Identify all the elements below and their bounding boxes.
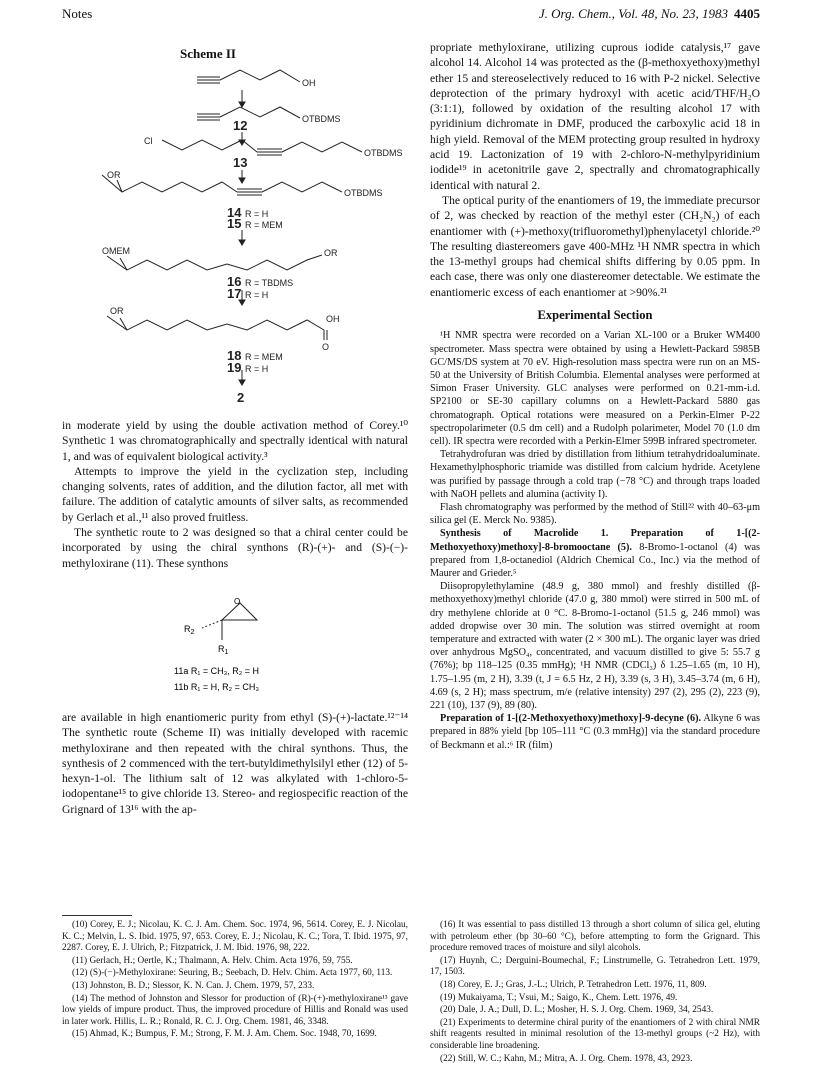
omem-label: OMEM (102, 246, 130, 256)
r2-label (184, 624, 195, 636)
footnotes-right (430, 920, 760, 1066)
compound-2-label: 2 (237, 390, 245, 405)
paragraph: in moderate yield by using the double activation method of Corey.¹⁰ Synthetic 1 was chromatographically and spectrally identical with natural 1, and was of equivalent biological activity.³ (62, 419, 408, 463)
compound-12-label: 12 (233, 118, 248, 133)
compound-18-label: 18 (227, 348, 242, 363)
compound-18-r: R = MEM (245, 352, 283, 362)
oh-label: OH (302, 78, 316, 88)
page-number: 4405 (734, 6, 760, 21)
compound-16-r: R = TBDMS (245, 278, 294, 288)
footnote: (10) Corey, E. J.; Nicolau, K. C. J. Am. Chem. Soc. 1974, 96, 5614. Corey, E. J. Nicolau, K. C.; Melvin, L. S. Ibid. 1975, 97, 653. Corey, E. J.; Nicolau, K. C.; Tora, T. Ibid. 1975, 97, 2287. Corey, E. J. Ulrich, P.; Fitzpatrick, J. M. Ibid. 1976, 98, 222. (62, 920, 408, 954)
r1-text: R (218, 644, 225, 654)
footnote: (21) Experiments to determine chiral purity of the enantiomers of 2 with chiral NMR shift reagents resulted in minimal resolution of the 13-methyl groups (~2 Hz), with considerable line broadening. (430, 1017, 760, 1051)
paragraph (430, 712, 760, 752)
running-header-right (539, 6, 760, 22)
footnote: (17) Huynh, C.; Derguini-Boumechal, F.; Linstrumelle, G. Tetrahedron Lett. 1979, 17, 1503. (430, 955, 760, 978)
paragraph-text: Alkyne 6 was prepared in 88% yield [bp 105–111 °C (0.3 mmHg)] via the standard procedure of Beckmann et al.:⁶ IR (film) (430, 713, 760, 751)
paragraph: The synthetic route to 2 was designed so that a chiral center could be incorporated by using the chiral synthons (R)-(+)- and (S)-(−)-methyloxirane (11). These synthons (62, 526, 408, 570)
compound-14-r: R = H (245, 209, 269, 219)
otbdms-label: OTBDMS (302, 114, 341, 124)
footnote: (20) Dale, J. A.; Dull, D. L.; Mosher, H. S. J. Org. Chem. 1969, 34, 2543. (440, 1005, 714, 1016)
right-column (430, 40, 760, 752)
compound-15-r: R = MEM (245, 220, 283, 230)
footnote-rule (62, 915, 132, 916)
footnote: (13) Johnston, B. D.; Slessor, K. N. Can. J. Chem. 1979, 57, 233. (72, 980, 315, 991)
otbdms-label: OTBDMS (364, 148, 403, 158)
r1-subscript: 1 (224, 649, 229, 656)
compound-15-label: 15 (227, 216, 242, 231)
compound-19-label: 19 (227, 360, 242, 375)
running-header-left: Notes (62, 6, 93, 21)
paragraph: Attempts to improve the yield in the cyclization step, including changing solvents, rates of addition, and the dilution factor, all met with failure. The addition of catalytic amounts of silver salts, as recommended by Gerlach et al.,¹¹ also proved fruitless. (62, 464, 408, 524)
label-11b: 11b R₁ = H, R₂ = CH₃ (174, 682, 260, 692)
paragraph: Diisopropylethylamine (48.9 g, 380 mmol) and freshly distilled (β-methoxyethoxy)methyl chloride (47.0 g, 380 mmol) were stirred in 500 mL of dry methylene chloride at 0 °C. 8-Bromo-1-octanol (51.5 g, 246 mmol) was added dropwise over 30 min. The solution was stirred overnight at room temperature and extracted with water (2 × 300 mL). The organic layer was dried over anhydrous MgSO₄, concentrated, and vacuum distilled to give 5: 55.7 g (76%); bp 118–125 (0.35 mmHg); ¹H NMR (CDCl₃) δ 1.25–1.65 (m, 10 H), 1.75–1.95 (m, 2 H), 3.39 (t, J = 6.5 Hz, 2 H), 3.39 (s, 3 H), 3.45–3.74 (m, 6 H), 4.69 (s, 2 H); mass spectrum, m/e (relative intensity) 297 (2), 295 (2), 223 (9), 221 (10), 137 (9), 89 (80). (430, 581, 760, 712)
left-column-lower (62, 710, 408, 817)
oh-label: OH (326, 314, 340, 324)
footnotes-left (62, 920, 408, 1042)
otbdms-label: OTBDMS (344, 188, 383, 198)
scheme-ii-drawing (62, 60, 408, 415)
or-label: OR (107, 170, 121, 180)
scheme-title: Scheme II (180, 46, 236, 61)
footnote: (11) Gerlach, H.; Oertle, K.; Thalmann, A. Helv. Chim. Acta 1976, 59, 755. (72, 955, 353, 966)
paragraph: ¹H NMR spectra were recorded on a Varian XL-100 or a Bruker WM400 spectrometer. Mass spectra were obtained by using a Hewlett-Packard 5985B GC/MS/DS system at 70 eV. High-resolution mass spectra were run on an MS-50 at the University of British Columbia. Elemental analyses were performed at Simon Fraser University. GLC analyses were performed on 0.21-mm-i.d. SP2100 or SE-30 capillary columns on a Hewlett-Packard 5880 gas chromatograph. Optical rotations were measured on a Perkin-Elmer P-22 spectropolarimeter (0.5 dm cell) and a Rudolph polarimeter, Model 70 (1.0 dm cell). IR spectra were recorded with a Perkin-Elmer 599B infrared spectrometer. (430, 330, 760, 447)
footnote: (18) Corey, E. J.; Gras, J.-L.; Ulrich, P. Tetrahedron Lett. 1976, 11, 809. (440, 979, 707, 990)
or-label: OR (324, 248, 338, 258)
footnote: (12) (S)-(−)-Methyloxirane: Seuring, B.; Seebach, D. Helv. Chim. Acta 1977, 60, 113. (72, 968, 393, 979)
compound-17-label: 17 (227, 286, 242, 301)
compound-16-label: 16 (227, 274, 242, 289)
r1-label (218, 644, 229, 656)
footnote: (22) Still, W. C.; Kahn, M.; Mitra, A. J. Org. Chem. 1978, 43, 2923. (440, 1053, 693, 1064)
compound-13-label: 13 (233, 155, 248, 170)
paragraph-text: 8-Bromo-1-octanol (4) was prepared from 1,8-octanediol (Aldrich Chemical Co., Inc.) via the method of Maurer and Grieder.⁵ (430, 541, 760, 579)
subsection-title: Preparation of 1-[(2-Methoxyethoxy)methoxy]-9-decyne (6). (440, 713, 702, 725)
carbonyl-o-label: O (322, 342, 330, 352)
footnote: (14) The method of Johnston and Slessor for production of (R)-(+)-methyloxirane¹³ gave low yields of impure product. Thus, the improved procedure of Hillis and Ronald was used in later work. Hillis, L. R.; Ronald, R. C. J. Org. Chem. 1981, 46, 3348. (62, 993, 408, 1027)
section-title: Experimental Section (537, 308, 653, 323)
paragraph: Flash chromatography was performed by the method of Still²² with 40–63-μm silica gel (E. Merck No. 9385). (430, 501, 760, 527)
experimental-text (430, 329, 760, 752)
r2-subscript: 2 (190, 629, 195, 636)
paragraph: The optical purity of the enantiomers of 19, the immediate precursor of 2, was checked by reaction of the methyl ester (CH₂N₂) of each enantiomer with (+)-methoxy(trifluoromethyl)phenylacetyl chloride.²⁰ The resulting diastereomers gave 400-MHz ¹H NMR spectra in which the 13-methyl groups had chemical shifts differing by 0.05 ppm. In each case, there was only one diastereomer detectable. We estimate the enantiomeric excess of each enantiomer at >90%.²¹ (430, 193, 760, 299)
subsection-title: Synthesis of Macrolide 1. Preparation of 1-[(2-Methoxyethoxy)methoxy]-8-bromooctane (5). (430, 528, 760, 553)
footnote: (16) It was essential to pass distilled 13 through a short column of silica gel, eluting with petroleum ether (bp 30–60 °C), before attempting to form the Grignard. This procedure removed traces of moisture and silyl alcohols. (430, 920, 760, 954)
footnote: (19) Mukaiyama, T.; Vsui, M.; Saigo, K., Chem. Lett. 1976, 49. (440, 992, 678, 1003)
footnote: (15) Ahmad, K.; Bumpus, F. M.; Strong, F. M. J. Am. Chem. Soc. 1948, 70, 1699. (72, 1029, 377, 1040)
paragraph (430, 527, 760, 580)
r2-text: R (184, 624, 191, 634)
cl-label: Cl (144, 136, 153, 146)
paragraph: Tetrahydrofuran was dried by distillation from lithium tetrahydridoaluminate. Hexamethylphosphoric triamide was distilled from calcium hydride. Acetylene was purified by passage through a cold trap (−78 °C) and through traps loaded with NaOH pellets and alumina (activity I). (430, 449, 760, 500)
label-11a: 11a R₁ = CH₃, R₂ = H (174, 666, 260, 676)
methyloxirane-drawing (62, 598, 408, 708)
journal-citation: J. Org. Chem., Vol. 48, No. 23, 1983 (538, 6, 728, 21)
paragraph: are available in high enantiomeric purity from ethyl (S)-(+)-lactate.¹²⁻¹⁴ The synthetic route (Scheme II) was initially developed with racemic methyloxirane and then repeated with the chiral synthons. Thus, the synthesis of 2 commenced with the tert-butyldimethylsilyl ether (12) of 5-hexyn-1-ol. The lithium salt of 12 was alkylated with 1-chloro-5-iodopentane¹⁵ to give chloride 13. Stereo- and regiospecific reaction of the Grignard of 13¹⁶ with the ap- (62, 711, 408, 816)
or-label: OR (110, 306, 124, 316)
left-column-upper (62, 418, 408, 571)
compound-17-r: R = H (245, 290, 269, 300)
oxygen-label: O (234, 598, 241, 606)
methyloxirane-figure (62, 598, 408, 708)
compound-19-r: R = H (245, 364, 269, 374)
compound-14-label: 14 (227, 205, 242, 220)
paragraph: propriate methyloxirane, utilizing cuprous iodide catalysis,¹⁷ gave alcohol 14. Alcohol 14 was protected as the (β-methoxyethoxy)methyl ether 15 and stereoselectively reduced to 16 with P-2 nickel. Selective deprotection of the primary hydroxyl with acetic acid/THF/H₂O (3:1:1), followed by oxidation of the resulting alcohol 17 with pyridinium dichromate in DMF, produced the carboxylic acid 18 in high yield. Removal of the MEM protecting group resulted in hydroxy acid 19. Lactonization of 19 with 2-chloro-N-methylpyridinium iodide¹⁹ in acetonitrile gave 2, spectrally and chromatographically identical with natural 2. (430, 41, 760, 192)
scheme-ii (62, 60, 408, 415)
